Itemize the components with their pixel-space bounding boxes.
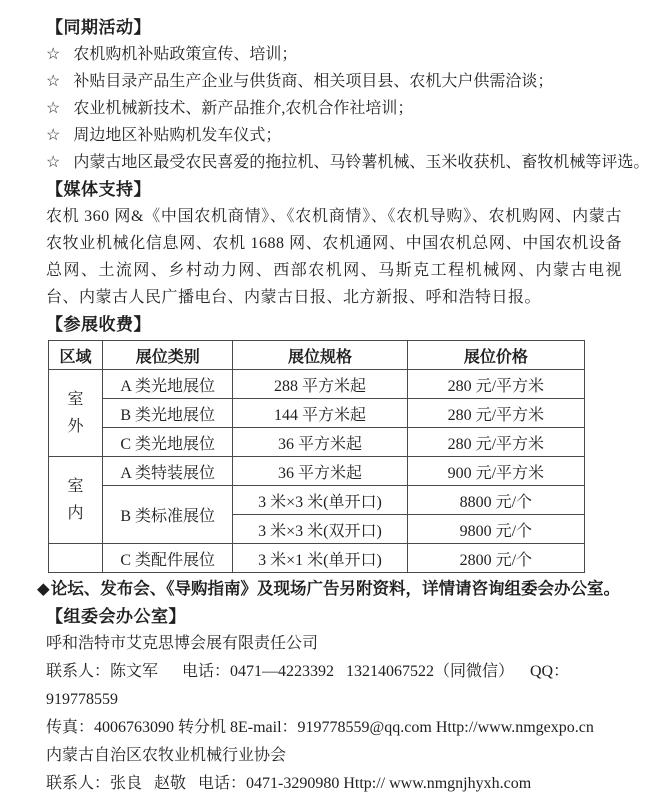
spec-cell: 3 米×1 米(单开口) — [233, 544, 407, 573]
activity-item — [46, 95, 622, 122]
activity-item-text: 农机购机补贴政策宣传、培训； — [73, 46, 298, 63]
office-company-name: 呼和浩特市艾克思博会展有限责任公司 — [46, 635, 319, 652]
activity-item-text: 周边地区补贴购机发车仪式； — [73, 127, 282, 144]
star-icon: ☆ — [46, 154, 61, 171]
spec-cell: 144 平方米起 — [233, 399, 407, 428]
star-icon: ☆ — [46, 46, 61, 63]
activity-item — [46, 149, 650, 176]
price-cell: 8800 元/个 — [407, 486, 584, 515]
zone-cell-indoor — [49, 457, 103, 544]
table-row — [49, 428, 585, 457]
zone-cell-empty — [49, 544, 103, 573]
media-support-paragraph: 农机 360 网&《中国农机商情》、《农机商情》、《农机导购》、农机购网、内蒙古农牧业机械化信息网、农机 1688 网、农机通网、中国农机总网、中国农机设备总网、土流网、乡村动力网、西部农机网、马斯克工程机械网、内蒙古电视台、内蒙古人民广播电台、内蒙古日报、北方新报、呼和浩特日报。 — [46, 208, 622, 306]
price-cell: 900 元/平方米 — [407, 457, 584, 486]
header-cell-booth-type: 展位类别 — [103, 341, 233, 370]
category-cell: B 类光地展位 — [103, 399, 233, 428]
star-icon: ☆ — [46, 73, 61, 90]
activity-item — [46, 68, 622, 95]
activity-item-text: 内蒙古地区最受农民喜爱的拖拉机、马铃薯机械、玉米收获机、畜牧机械等评选。 — [73, 154, 650, 171]
spec-cell: 3 米×3 米(双开口) — [233, 515, 407, 544]
table-row — [49, 457, 585, 486]
category-cell: B 类标准展位 — [103, 486, 233, 544]
table-row — [49, 544, 585, 573]
section-title-office: 【组委会办公室】 — [46, 607, 186, 626]
spec-cell: 36 平方米起 — [233, 457, 407, 486]
spec-cell: 288 平方米起 — [233, 370, 407, 399]
office-fax-email-line: 传真：4006763090 转分机 8E-mail：919778559@qq.com Http://www.nmgexpo.cn — [46, 719, 594, 736]
fee-table — [48, 340, 585, 573]
office-contact-line-2: 联系人：张良 赵敬 电话：0471-3290980 Http:// www.nmgnjhyxh.com — [46, 775, 532, 792]
zone-cell-outdoor — [49, 370, 103, 457]
zone-label: 室外 — [67, 391, 84, 435]
category-cell: C 类光地展位 — [103, 428, 233, 457]
spec-cell: 36 平方米起 — [233, 428, 407, 457]
price-cell: 280 元/平方米 — [407, 399, 584, 428]
diamond-icon: ◆ — [37, 580, 50, 598]
table-row — [49, 486, 585, 515]
price-cell: 9800 元/个 — [407, 515, 584, 544]
section-title-media: 【媒体支持】 — [46, 180, 151, 199]
spec-cell: 3 米×3 米(单开口) — [233, 486, 407, 515]
header-cell-booth-spec: 展位规格 — [233, 341, 407, 370]
table-row — [49, 370, 585, 399]
office-association-name: 内蒙古自治区农牧业机械行业协会 — [46, 747, 287, 764]
fees-note-text: 论坛、发布会、《导购指南》及现场广告另附资料，详情请咨询组委会办公室。 — [50, 580, 620, 598]
section-title-activities: 【同期活动】 — [46, 18, 151, 37]
fees-note — [37, 575, 622, 603]
category-cell: C 类配件展位 — [103, 544, 233, 573]
activity-item — [46, 41, 622, 68]
price-cell: 280 元/平方米 — [407, 370, 584, 399]
zone-label: 室内 — [67, 478, 84, 522]
star-icon: ☆ — [46, 127, 61, 144]
table-row — [49, 399, 585, 428]
office-contact-line-1: 联系人：陈文军 电话：0471—4223392 13214067522（同微信） QQ：919778559 — [46, 663, 570, 708]
header-cell-booth-price: 展位价格 — [407, 341, 584, 370]
header-cell-zone: 区域 — [49, 341, 103, 370]
category-cell: A 类光地展位 — [103, 370, 233, 399]
activity-item-text: 农业机械新技术、新产品推介,农机合作社培训； — [73, 100, 414, 117]
fee-table-header-row — [49, 341, 585, 370]
section-title-fees: 【参展收费】 — [46, 315, 151, 334]
activity-item — [46, 122, 622, 149]
category-cell: A 类特装展位 — [103, 457, 233, 486]
price-cell: 2800 元/个 — [407, 544, 584, 573]
activity-item-text: 补贴目录产品生产企业与供货商、相关项目县、农机大户供需洽谈； — [73, 73, 554, 90]
star-icon: ☆ — [46, 100, 61, 117]
price-cell: 280 元/平方米 — [407, 428, 584, 457]
